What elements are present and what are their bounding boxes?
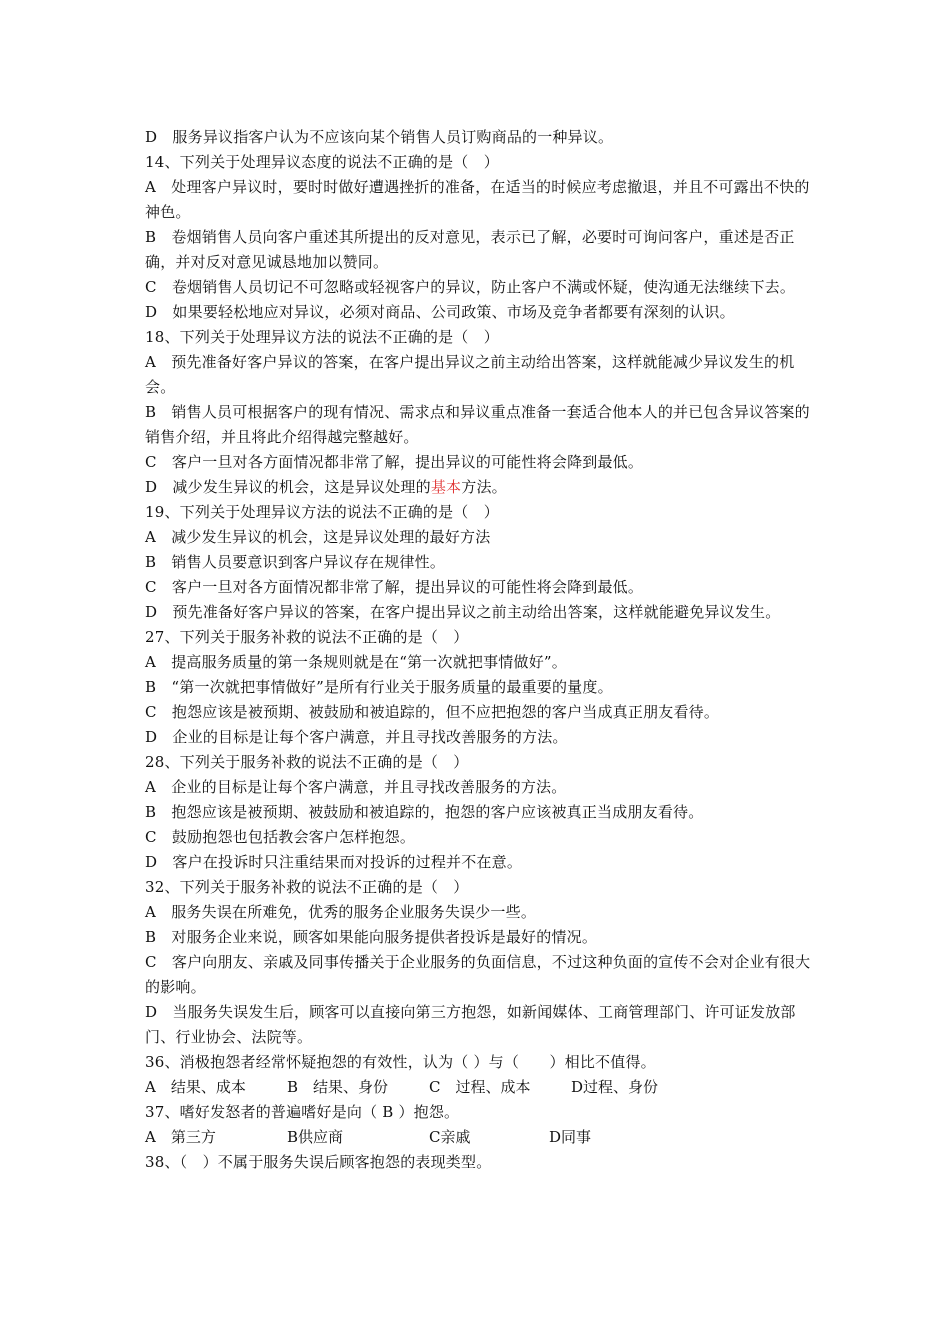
text-segment: 方法。 [461, 478, 507, 496]
text-line: B “第一次就把事情做好”是所有行业关于服务质量的最重要的量度。 [145, 678, 613, 696]
option: A 结果、成本 [145, 1078, 246, 1096]
q37-options [145, 1125, 815, 1150]
question-heading: 28、下列关于服务补救的说法不正确的是（ ） [145, 753, 469, 771]
text-line: C 抱怨应该是被预期、被鼓励和被追踪的，但不应把抱怨的客户当成真正朋友看待。 [145, 703, 720, 721]
option: B 结果、身份 [287, 1078, 389, 1096]
option: C亲戚 [429, 1128, 471, 1146]
text-line: A 提高服务质量的第一条规则就是在“第一次就把事情做好”。 [145, 653, 567, 671]
text-line: B 销售人员可根据客户的现有情况、需求点和异议重点准备一套适合他本人的并已包含异议答案的销售介绍，并且将此介绍得越完整越好。 [145, 403, 810, 446]
option: C 过程、成本 [429, 1078, 531, 1096]
option: D过程、身份 [571, 1078, 659, 1096]
question-heading: 36、消极抱怨者经常怀疑抱怨的有效性，认为（ ）与（ ）相比不值得。 [145, 1053, 656, 1071]
q36-options [145, 1075, 815, 1100]
text-line: A 处理客户异议时，要时时做好遭遇挫折的准备，在适当的时候应考虑撤退，并且不可露出不快的神色。 [145, 178, 810, 221]
text-line: C 客户向朋友、亲戚及同事传播关于企业服务的负面信息，不过这种负面的宣传不会对企业有很大的影响。 [145, 953, 811, 996]
text-line: D 预先准备好客户异议的答案，在客户提出异议之前主动给出答案，这样就能避免异议发生。 [145, 603, 781, 621]
question-heading: 32、下列关于服务补救的说法不正确的是（ ） [145, 878, 469, 896]
text-line: B 卷烟销售人员向客户重述其所提出的反对意见，表示已了解，必要时可询问客户，重述是否正确，并对反对意见诚恳地加以赞同。 [145, 228, 795, 271]
question-heading: 14、下列关于处理异议态度的说法不正确的是（ ） [145, 153, 499, 171]
text-line: A 预先准备好客户异议的答案，在客户提出异议之前主动给出答案，这样就能减少异议发生的机会。 [145, 353, 795, 396]
text-line: A 减少发生异议的机会，这是异议处理的最好方法 [145, 528, 491, 546]
question-heading: 18、下列关于处理异议方法的说法不正确的是（ ） [145, 328, 499, 346]
text-line: C 客户一旦对各方面情况都非常了解，提出异议的可能性将会降到最低。 [145, 578, 644, 596]
text-line: A 企业的目标是让每个客户满意，并且寻找改善服务的方法。 [145, 778, 567, 796]
text-line: D 如果要轻松地应对异议，必须对商品、公司政策、市场及竞争者都要有深刻的认识。 [145, 303, 735, 321]
text-line: B 对服务企业来说，顾客如果能向服务提供者投诉是最好的情况。 [145, 928, 598, 946]
text-line: D 企业的目标是让每个客户满意，并且寻找改善服务的方法。 [145, 728, 568, 746]
question-heading: 37、嗜好发怒者的普遍嗜好是向（ B ）抱怨。 [145, 1103, 460, 1121]
text-line: D 服务异议指客户认为不应该向某个销售人员订购商品的一种异议。 [145, 128, 614, 146]
text-line [145, 475, 815, 500]
question-heading: 27、下列关于服务补救的说法不正确的是（ ） [145, 628, 469, 646]
text-line: C 鼓励抱怨也包括教会客户怎样抱怨。 [145, 828, 416, 846]
question-heading: 19、下列关于处理异议方法的说法不正确的是（ ） [145, 503, 499, 521]
highlighted-text: 基本 [430, 478, 462, 496]
question-list [145, 125, 815, 1175]
text-segment: D 减少发生异议的机会，这是异议处理的 [145, 478, 431, 496]
option: A 第三方 [145, 1128, 216, 1146]
text-line: A 服务失误在所难免，优秀的服务企业服务失误少一些。 [145, 903, 537, 921]
text-line: C 客户一旦对各方面情况都非常了解，提出异议的可能性将会降到最低。 [145, 453, 644, 471]
question-heading: 38、（ ）不属于服务失误后顾客抱怨的表现类型。 [145, 1153, 492, 1171]
option: D同事 [549, 1128, 592, 1146]
option: B供应商 [287, 1128, 344, 1146]
text-line: D 当服务失误发生后，顾客可以直接向第三方抱怨，如新闻媒体、工商管理部门、许可证发放部门、行业协会、法院等。 [145, 1003, 796, 1046]
text-line: B 抱怨应该是被预期、被鼓励和被追踪的，抱怨的客户应该被真正当成朋友看待。 [145, 803, 704, 821]
text-line: C 卷烟销售人员切记不可忽略或轻视客户的异议，防止客户不满或怀疑，使沟通无法继续下去。 [145, 278, 796, 296]
text-line: D 客户在投诉时只注重结果而对投诉的过程并不在意。 [145, 853, 523, 871]
text-line: B 销售人员要意识到客户异议存在规律性。 [145, 553, 446, 571]
